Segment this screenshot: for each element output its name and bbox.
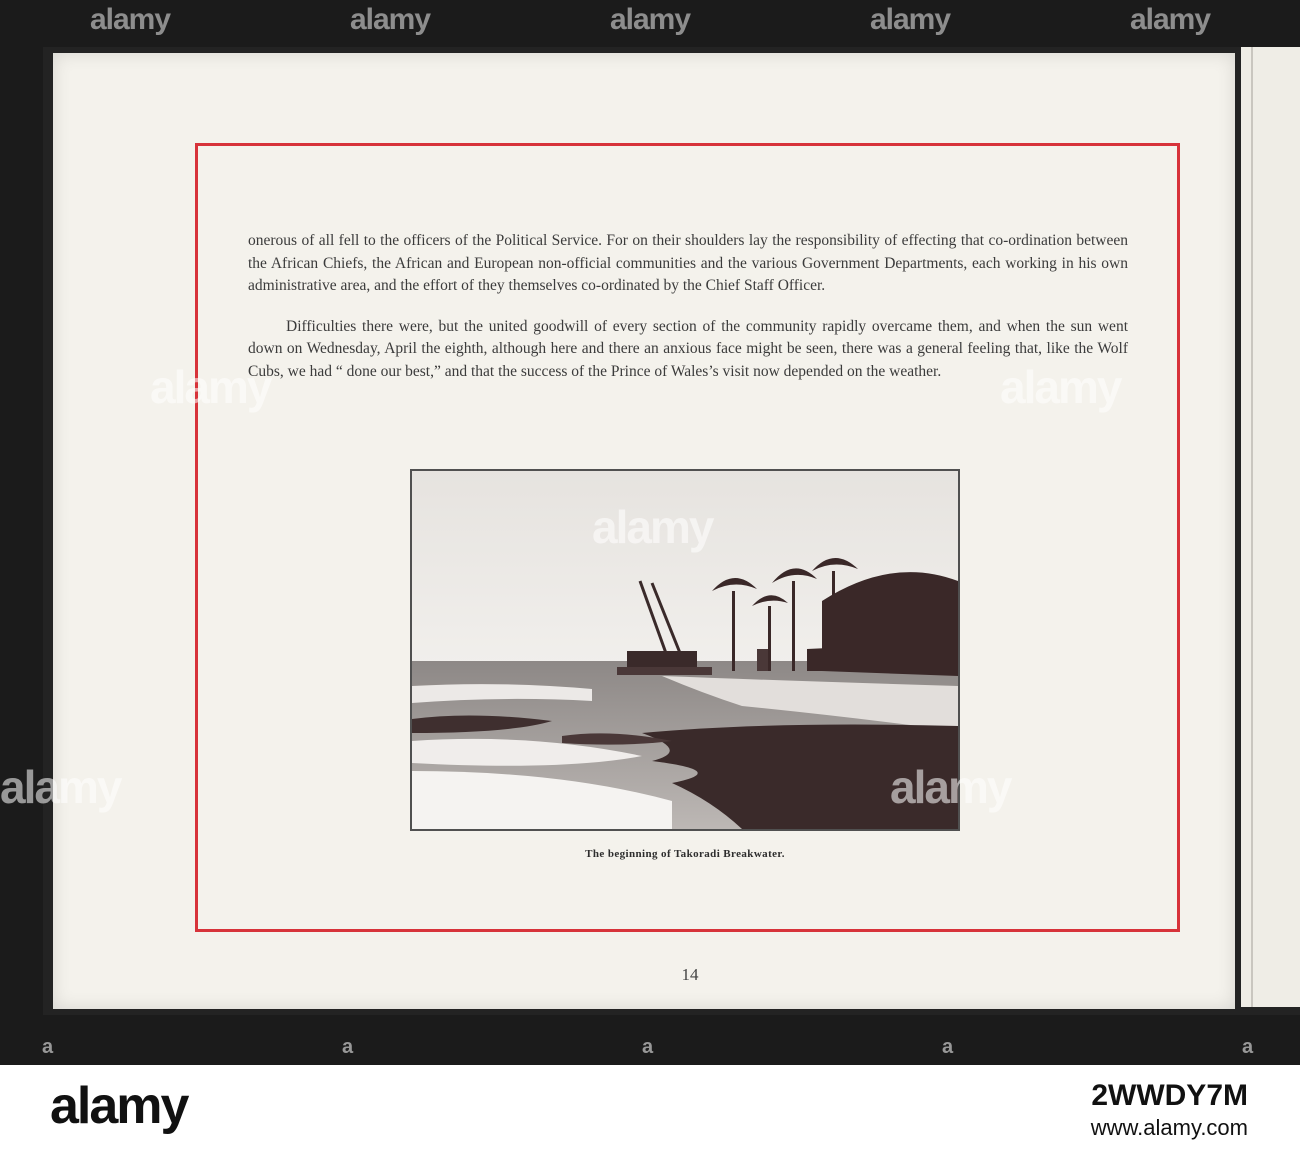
paragraph: onerous of all fell to the officers of the Political Service. For on their shoulders lay the responsibility of effecting that co-ordination between the African Chiefs, the African and European non-official communities and the various Government Departments, each working in his own administrative area, and the effort of they themselves co-ordinated by the Chief Staff Officer. [248, 232, 1128, 294]
watermark-text: alamy [0, 761, 121, 813]
image-meta [1091, 1078, 1248, 1142]
watermark-text: alamy [89, 3, 171, 36]
site-url: www.alamy.com [1090, 1115, 1248, 1140]
watermark-mark: a [42, 1036, 54, 1058]
facing-page-edge [1241, 47, 1300, 1007]
watermark-text: alamy [349, 3, 431, 36]
image-id: 2WWDY7M [1091, 1079, 1248, 1112]
watermark-mark: a [1242, 1036, 1254, 1058]
watermark-text: alamy [869, 3, 951, 36]
top-watermark-strip [0, 0, 1300, 40]
photo-caption: The beginning of Takoradi Breakwater. [585, 848, 785, 860]
watermark-text: alamy [1000, 361, 1121, 413]
watermark-text: alamy [890, 761, 1011, 813]
watermark-mark: a [642, 1036, 654, 1058]
watermark-text: alamy [1129, 3, 1211, 36]
paragraph: Difficulties there were, but the united goodwill of every section of the community rapidly overcame them, and when the sun went down on Wednesday, April the eighth, although here and there an anxious face might be seen, there was a general feeling that, like the Wolf Cubs, we had “ done our best,” and that the success of the Prince of Wales’s visit now depended on the weather. [248, 317, 1128, 380]
watermark-text: alamy [150, 361, 271, 413]
body-text [248, 230, 1128, 401]
watermark-text: alamy [609, 3, 691, 36]
watermark-text: alamy [592, 501, 713, 553]
alamy-logo: alamy [50, 1077, 188, 1135]
watermark-mark: a [942, 1036, 954, 1058]
watermark-mark: a [342, 1036, 354, 1058]
page-number: 14 [681, 965, 699, 984]
